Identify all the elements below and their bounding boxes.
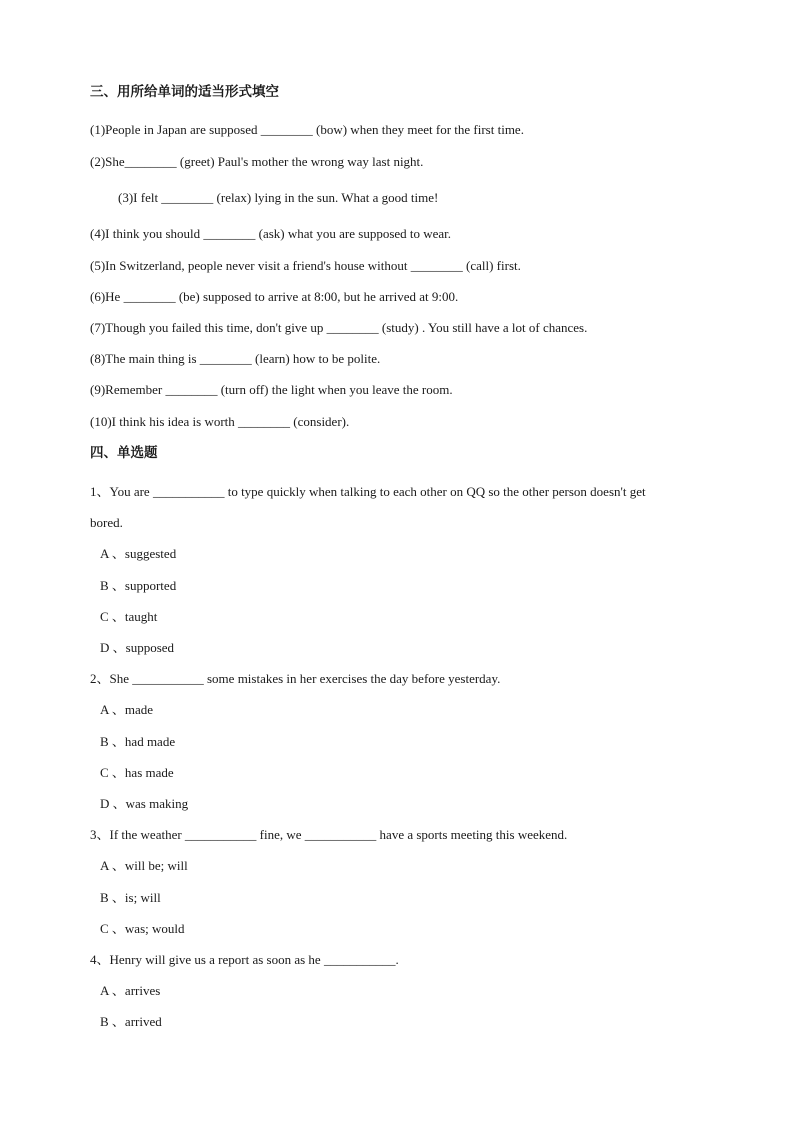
question-3-option-c: C 、was; would bbox=[100, 921, 185, 936]
fill-item-7: (7)Though you failed this time, don't give up ________ (study) . You still have a lot of chances. bbox=[90, 320, 588, 335]
fill-item-6: (6)He ________ (be) supposed to arrive at 8:00, but he arrived at 9:00. bbox=[90, 289, 459, 304]
question-4-option-a: A 、arrives bbox=[100, 983, 161, 998]
question-3-stem: 3、If the weather ___________ fine, we ___________ have a sports meeting this weekend. bbox=[90, 827, 568, 842]
question-2-stem: 2、She ___________ some mistakes in her exercises the day before yesterday. bbox=[90, 671, 501, 686]
fill-item-5: (5)In Switzerland, people never visit a friend's house without ________ (call) first. bbox=[90, 258, 521, 273]
fill-item-2: (2)She________ (greet) Paul's mother the wrong way last night. bbox=[90, 154, 424, 169]
fill-item-8: (8)The main thing is ________ (learn) how to be polite. bbox=[90, 351, 381, 366]
question-1-option-b: B 、supported bbox=[100, 578, 177, 593]
question-3-option-a: A 、will be; will bbox=[100, 858, 188, 873]
question-4-stem: 4、Henry will give us a report as soon as he ___________. bbox=[90, 952, 399, 967]
question-1-stem: 1、You are ___________ to type quickly when talking to each other on QQ so the other person doesn't get bbox=[90, 484, 646, 499]
question-1-option-a: A 、suggested bbox=[100, 546, 177, 561]
question-2-option-b: B 、had made bbox=[100, 734, 176, 749]
fill-item-4: (4)I think you should ________ (ask) what you are supposed to wear. bbox=[90, 226, 452, 241]
fill-item-9: (9)Remember ________ (turn off) the light when you leave the room. bbox=[90, 382, 453, 397]
question-4-option-b: B 、arrived bbox=[100, 1014, 162, 1029]
question-1-option-c: C 、taught bbox=[100, 609, 158, 624]
fill-item-3: (3)I felt ________ (relax) lying in the sun. What a good time! bbox=[118, 190, 439, 205]
question-2-option-d: D 、was making bbox=[100, 796, 189, 811]
question-1-option-d: D 、supposed bbox=[100, 640, 175, 655]
fill-item-10: (10)I think his idea is worth ________ (consider). bbox=[90, 414, 350, 429]
question-1-stem-cont: bored. bbox=[90, 515, 123, 530]
question-2-option-a: A 、made bbox=[100, 702, 154, 717]
section-4-heading: 四、单选题 bbox=[90, 445, 158, 461]
question-2-option-c: C 、has made bbox=[100, 765, 174, 780]
section-3-heading: 三、用所给单词的适当形式填空 bbox=[90, 84, 279, 100]
question-3-option-b: B 、is; will bbox=[100, 890, 161, 905]
fill-item-1: (1)People in Japan are supposed ________ (bow) when they meet for the first time. bbox=[90, 122, 524, 137]
